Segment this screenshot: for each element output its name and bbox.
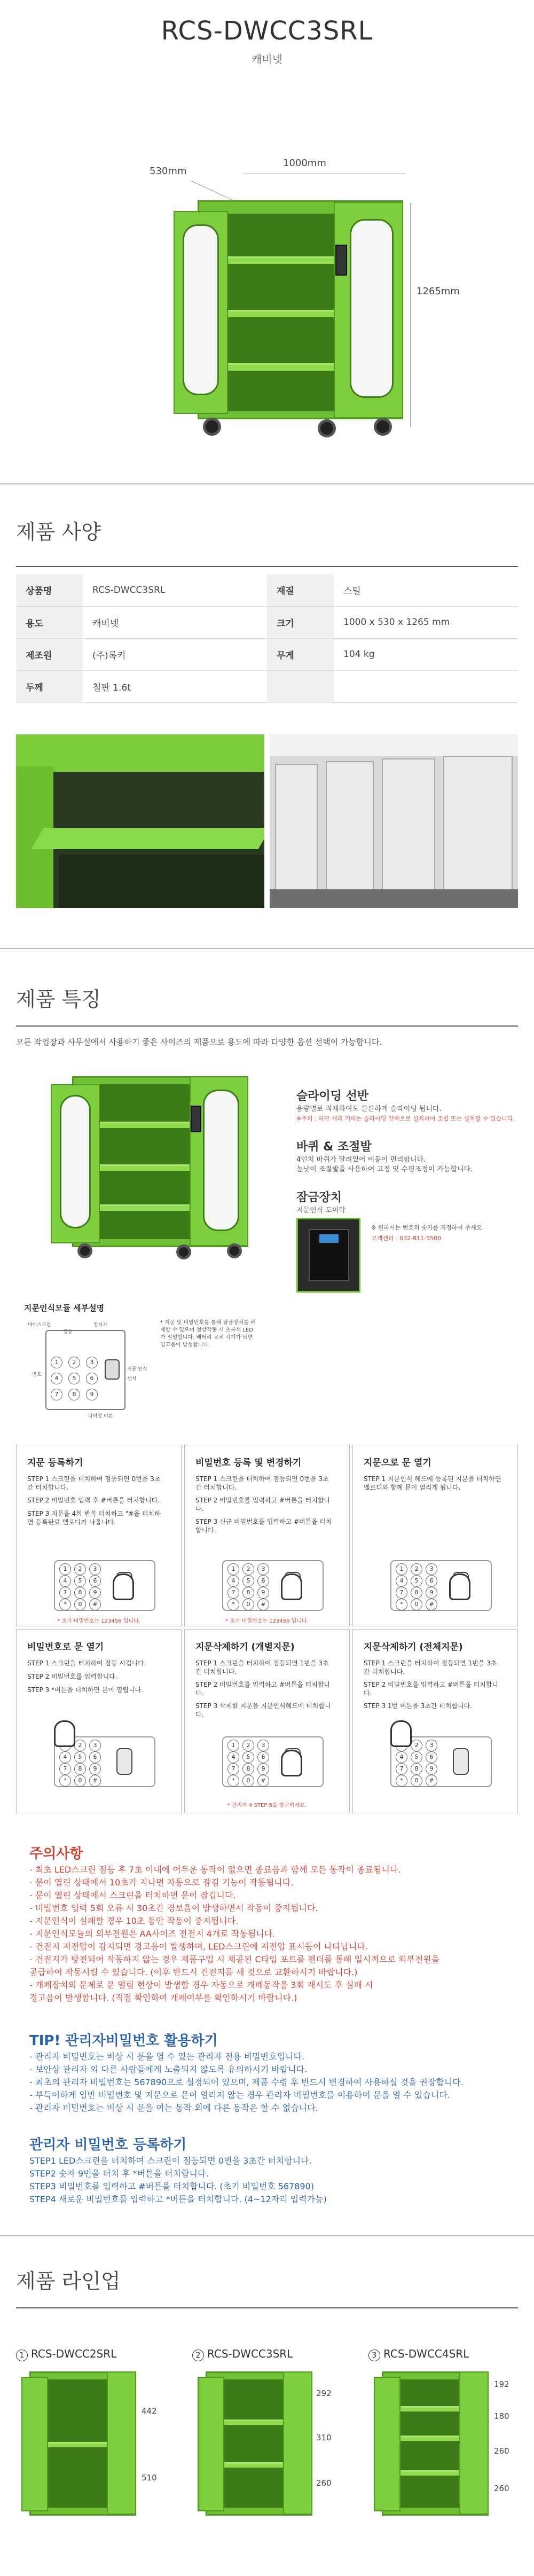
- feature-slide-warning: ※주의 : 하단 캐리 커버는 슬라이딩 안쪽으로 설치하여 조립 또는 설치할 수 있습니다.: [296, 1115, 515, 1122]
- keypad-key[interactable]: *: [227, 1599, 239, 1610]
- notice-title: 주의사항: [29, 1846, 83, 1862]
- keypad-key[interactable]: 3: [426, 1740, 437, 1751]
- keypad-key[interactable]: #: [89, 1599, 101, 1610]
- tip-title: TIP! 관리자비밀번호 활용하기: [29, 2033, 218, 2049]
- keypad-key[interactable]: 6: [89, 1575, 101, 1587]
- keypad-key[interactable]: #: [89, 1775, 101, 1787]
- spec-table: [16, 574, 518, 703]
- tip-line: - 관리자 비밀번호는 비상 시 문을 여는 동작 외에 다른 동작은 할 수 없습니다.: [29, 2103, 318, 2113]
- keypad-key[interactable]: 0: [74, 1599, 86, 1610]
- keypad-key[interactable]: #: [257, 1599, 269, 1610]
- keypad-key[interactable]: 9: [89, 1763, 101, 1775]
- keypad-key[interactable]: 8: [242, 1763, 254, 1775]
- table-row: 제조원 (주)록키 무게 104 kg: [16, 638, 518, 670]
- guide-open-fingerprint: 지문으로 문 열기 STEP 1 지문인식 헤드에 등록된 지문을 터치하면 멜로디와 함께 문이 열리게 됩니다. 1 2 3 4 5 6 7 8 9 * 0 #: [352, 1445, 518, 1626]
- fp-label-number: 번호: [32, 1372, 42, 1377]
- keypad-key[interactable]: 0: [411, 1775, 422, 1787]
- lineup-item-3: 3 RCS-DWCC4SRL: [368, 2347, 469, 2361]
- keypad-key[interactable]: 6: [257, 1751, 269, 1763]
- fp-label-time: 일시자: [93, 1322, 108, 1328]
- table-row: 용도 캐비넷 크기 1000 x 530 x 1265 mm: [16, 606, 518, 638]
- guide-delete-all: 지문삭제하기 (전체지문) STEP 1 스크린을 터치하여 점등되면 1번을 3초간 터치합니다. STEP 2 비밀번호를 입력하고 #버튼을 터치합니다. STEP 3 1번 버튼을 3초간 터치합니다. 2 3 4 5 6 7 8 9 * 0 #: [352, 1629, 518, 1813]
- keypad-key[interactable]: 1: [396, 1563, 407, 1575]
- keypad-key[interactable]: 8: [74, 1763, 86, 1775]
- fingerprint-lock-icon: [191, 1106, 201, 1132]
- keypad-key[interactable]: 2: [74, 1740, 86, 1751]
- keypad-key[interactable]: #: [257, 1775, 269, 1787]
- wheel-icon: [176, 1244, 191, 1259]
- keypad-key[interactable]: 3: [89, 1563, 101, 1575]
- keypad-key[interactable]: 3: [426, 1563, 437, 1575]
- keypad-key[interactable]: *: [227, 1775, 239, 1787]
- keypad-key[interactable]: *: [59, 1599, 71, 1610]
- divider: [16, 1025, 518, 1027]
- table-row: 상품명 RCS-DWCC3SRL 재질 스틸: [16, 574, 518, 606]
- keypad-key[interactable]: *: [396, 1599, 407, 1610]
- keypad-key[interactable]: 4: [227, 1575, 239, 1587]
- tip-line: - 관리자 비밀번호는 비상 시 문을 열 수 있는 관리자 전용 비밀번호입니다.: [29, 2052, 305, 2062]
- dim-height-line: [410, 203, 411, 427]
- fingerprint-lock-icon: [335, 245, 347, 276]
- lineup-3-dim-3: 260: [494, 2446, 509, 2456]
- table-row: 두께 철판 1.6t: [16, 670, 518, 702]
- hand-icon: [281, 1573, 302, 1600]
- lineup-1-dim-bottom: 510: [142, 2473, 157, 2483]
- keypad-key[interactable]: 6: [426, 1751, 437, 1763]
- keypad-key[interactable]: 7: [59, 1587, 71, 1599]
- keypad-key[interactable]: 1: [59, 1563, 71, 1575]
- notice-line: - 지문인식이 실패할 경우 10초 동안 작동이 중지됩니다.: [29, 1916, 239, 1926]
- feature-lock-title: 잠금장치: [296, 1191, 342, 1204]
- wheel-icon: [374, 418, 392, 436]
- lineup-item-1: 1 RCS-DWCC2SRL: [16, 2347, 116, 2361]
- keypad-key[interactable]: 5: [242, 1751, 254, 1763]
- wheel-icon: [227, 1243, 242, 1258]
- table-top-rule: [16, 566, 518, 567]
- admin-line: STEP2 숫자 9번을 터치 후 *버튼을 터치합니다.: [29, 2168, 209, 2179]
- fp-label-sensor: 지문 인식 센서: [127, 1367, 147, 1382]
- feature-wheel-text-2: 높낮이 조절발을 사용하여 고정 및 수평조정이 가능합니다.: [296, 1165, 473, 1173]
- admin-line: STEP4 새로운 비밀번호를 입력하고 *버튼을 터치합니다. (4~12자리 입력가능): [29, 2194, 327, 2204]
- keypad-key[interactable]: 2: [411, 1740, 422, 1751]
- keypad-key[interactable]: 7: [59, 1763, 71, 1775]
- keypad-key[interactable]: 2: [74, 1563, 86, 1575]
- notice-line: - 건전지 저전압이 감지되면 경고음이 발생하며, LED스크린에 저전압 표시등이 나타납니다.: [29, 1941, 368, 1952]
- keypad-key[interactable]: 7: [396, 1587, 407, 1599]
- wheel-icon: [318, 419, 336, 437]
- keypad-key[interactable]: 1: [227, 1563, 239, 1575]
- keypad-key[interactable]: 8: [74, 1587, 86, 1599]
- notice-line: - 건전지가 방전되어 작동하지 않는 경우 제품구입 시 제공된 C타입 포트를 젠더를 통해 일시적으로 외부전원을: [29, 1954, 440, 1964]
- keypad-key[interactable]: 2: [242, 1740, 254, 1751]
- keypad-key[interactable]: 4: [59, 1751, 71, 1763]
- keypad-key[interactable]: *: [59, 1775, 71, 1787]
- keypad-key[interactable]: 2: [242, 1563, 254, 1575]
- section-title-lineup: 제품 라인업: [16, 2269, 121, 2293]
- shelf-closeup-photo: [16, 734, 264, 908]
- hand-icon: [390, 1720, 412, 1747]
- feature-wheel-title: 바퀴 & 조절발: [296, 1140, 372, 1154]
- tip-line: - 부득이하게 일반 비밀번호 및 지문으로 문이 열리지 않는 경우 관리자 비밀번호를 이용하여 문을 열 수 있습니다.: [29, 2090, 450, 2100]
- fp-module-note: * 지문 및 비밀번호를 통해 잠금장치를 해제할 수 있으며 정상작동 시 초록색 LED가 점멸합니다. 배터리 교체 시기가 되면 경고음이 발생합니다.: [160, 1320, 256, 1348]
- feature-slide-text: 용량별로 적재하여도 튼튼하게 슬라이딩 됩니다.: [296, 1105, 442, 1113]
- notice-line: - 문이 열린 상태에서 스크린을 터치하면 문이 잠깁니다.: [29, 1890, 236, 1900]
- page: RCS-DWCC3SRL 캐비넷 530mm 1000mm 1265mm 제품 사양 상품명 RCS-DWCC3SRL 재질 스틸 용도 캐비넷 크기 1000 x 530 x 1265 mm 제조원 (주)록키 무게 104 kg 두께 철판 1.6t 제품 특징 모든 작업장과 사무실에서 사용하기 좋은 사이즈의 제품으로 용도에 따라 다양한 옵션 선택이 가능합니다. 슬라이딩 선반 용량별로 적재하여도 튼튼하게 슬라이딩 됩니다. ※주의 : 하단 캐리 커버는 슬라이딩 안쪽으로 설치하여 조립 또는 설치할 수 있습니다. 바퀴 & 조절발 4인치 바퀴가 달려있어 이동이 편리합니다. 높낮이 조절발을 사용하여 고정 및 수평조정이 가능합니다. 잠금장치 지문인식 도어락 ※ 원하시는 번호의 숫자를 지정하여 주세요 고객센터 : 032-811-5500 지문인식모듈 세부설명 1 2 3 4 5 6 7 8 9 마이스크린 점등 일시자 번호 지문 인식 센서 다이얼 버튼 * 지문 및 비밀번호를 통해 잠금장치를 해제할 수 있으며 정상작동 시 초록색 LED가 점멸합니다. 배터리 교체 시기가 되면 경고음이 발생합니다. 지문 등록하기 STEP 1 스크린을 터치하여 점등되면 0번을 3초간 터치합니다. STEP 2 비밀번호 입력 후 #버튼을 터치합니다. STEP 3 지문을 4회 반복 터치하고 "#을 터치하면 등록완료 멜로디가 나옵니다. 1 2 3 4 5 6 7 8 9 * 0 # * 초기 비밀번호는 123456 입니다. 비밀번호 등록 및 변경하기 STEP 1 스크린을 터치하여 점등되면 0번을 3초간 터치합니다. STEP 2 비밀번호를 입력하고 #버튼을 터치합니다. STEP 3 신규 비밀번호를 입력하고 #버튼을 터치합니다. 1 2 3 4 5 6 7 8 9 * 0 # * 초기 비밀번호는 123456 입니다. 지문으로 문 열기 STEP 1 지문인식 헤드에 등록된 지문을 터치하면 멜로디와 함께 문이 열리게 됩니다. 1 2 3 4 5 6 7 8 9 * 0 # 비밀번호로 문 열기 STEP 1 스크린을 터치하여 점등 시킵니다. STEP 2 비밀번호를 입력합니다. STEP 3 *버튼을 터치하면 문이 열립니다. 2 3 4 5 6 7 8 9 * 0 # 지문삭제하기 (개별지문) STEP 1 스크린을 터치하여 점등되면 1번을 3초간 터치합니다. STEP 2 비밀번호를 입력하고 #버튼을 터치합니다. STEP 3 삭제할 지문을 지문인식헤드에 터치합니다. 1 2 3 4 5 6 7 8 9 * 0 # * 관리자 4 STEP 5를 참고하세요. 지문삭제하기 (전체지문) STEP 1 스크린을 터치하여 점등되면 1번을 3초간 터치합니다. STEP 2 비밀번호를 입력하고 #버튼을 터치합니다. STEP 3 1번 버튼을 3초간 터치합니다. 2 3 4 5 6 7 8 9 * 0 # 주의사항 - 최초 LED스크린 점등 후 7초 이내에 어두운 동작이 없으면 종료음과 함께 모든 동작이 종료됩니다. - 문이 열린 상태에서 10초가 지나면 자동으로 잠김 기능이 작동됩니다. - 문이 열린 상태에서 스크린을 터치하면 문이 잠깁니다. - 비밀번호 입력 5회 오류 시 30초간 경보음이 발생하면서 작동이 중지됩니다. - 지문인식이 실패할 경우 10초 동안 작동이 중지됩니다. - 지문인식모듈의 외부전원은 AA사이즈 전전지 4개로 작동됩니다. - 건전지 저전압이 감지되면 경고음이 발생하며, LED스크린에 저전압 표시등이 나타납니다. - 건전지가 방전되어 작동하지 않는 경우 제품구입 시 제공된 C타입 포트를 젠더를 통해 일시적으로 외부전원을 공급하여 작동시킬 수 있습니다. (이후 반드시 건전지를 새 것으로 교환하시기 바랍니다.) - 개폐장치의 문제로 문 열림 현상이 발생할 경우 자동으로 개폐동작을 3회 재시도 후 실패 시 경고음이 발생합니다. (직접 확인하여 개폐여부를 확인하시기 바랍니다.) TIP! 관리자비밀번호 활용하기 - 관리자 비밀번호는 비상 시 문을 열 수 있는 관리자 전용 비밀번호입니다. - 보안상 관리자 외 다른 사람들에게 노출되지 않도록 유의하시기 바랍니다. - 최초의 관리자 비밀번호는 567890으로 설정되어 있으며, 제품 수령 후 반드시 변경하여 사용하실 것을 권장합니다. - 부득이하게 일반 비밀번호 및 지문으로 문이 열리지 않는 경우 관리자 비밀번호를 이용하여 문을 열 수 있습니다. - 관리자 비밀번호는 비상 시 문을 여는 동작 외에 다른 동작은 할 수 없습니다. 관리자 비밀번호 등록하기 STEP1 LED스크린을 터치하여 스크린이 점등되면 0번을 3초간 터치합니다. STEP2 숫자 9번을 터치 후 *버튼을 터치합니다. STEP3 비밀번호를 입력하고 #버튼을 터치합니다. (초기 비밀번호 567890) STEP4 새로운 비밀번호를 입력하고 *버튼을 터치합니다. (4~12자리 입력가능) 제품 라인업 1 RCS-DWCC2SRL 442 510 2 RCS-DWCC3SRL 292 310 260 3 RCS-DWCC4SRL 192 180 260 260: [0, 0, 534, 2576]
- keypad-key[interactable]: 4: [396, 1751, 407, 1763]
- admin-title: 관리자 비밀번호 등록하기: [29, 2137, 187, 2153]
- lock-service-contact: 고객센터 : 032-811-5500: [371, 1235, 442, 1242]
- lineup-item-2: 2 RCS-DWCC3SRL: [192, 2347, 293, 2361]
- notice-line: - 문이 열린 상태에서 10초가 지나면 자동으로 잠김 기능이 작동됩니다.: [29, 1877, 294, 1888]
- keypad-key[interactable]: *: [396, 1775, 407, 1787]
- fingerprint-sensor-icon[interactable]: [453, 1748, 469, 1775]
- dim-depth: 530mm: [150, 166, 187, 177]
- keypad-key[interactable]: 8: [411, 1763, 422, 1775]
- keypad-key[interactable]: 0: [242, 1775, 254, 1787]
- hand-icon: [281, 1750, 302, 1776]
- dim-width: 1000mm: [283, 158, 326, 169]
- keypad-key[interactable]: 7: [396, 1763, 407, 1775]
- keypad-key[interactable]: 5: [242, 1575, 254, 1587]
- feature-slide-title: 슬라이딩 선반: [296, 1090, 369, 1103]
- keypad-key[interactable]: 7: [227, 1763, 239, 1775]
- keypad-key[interactable]: 9: [89, 1587, 101, 1599]
- keypad-key[interactable]: 4: [227, 1751, 239, 1763]
- keypad-key[interactable]: 3: [257, 1740, 269, 1751]
- guide-password-register: 비밀번호 등록 및 변경하기 STEP 1 스크린을 터치하여 점등되면 0번을 3초간 터치합니다. STEP 2 비밀번호를 입력하고 #버튼을 터치합니다. STEP 3 신규 비밀번호를 입력하고 #버튼을 터치합니다. 1 2 3 4 5 6 7 8 9 * 0 # * 초기 비밀번호는 123456 입니다.: [184, 1445, 350, 1626]
- feature-wheel-text-1: 4인치 바퀴가 달려있어 이동이 편리합니다.: [296, 1156, 426, 1164]
- hand-icon: [54, 1720, 75, 1747]
- fp-module-title: 지문인식모듈 세부설명: [24, 1303, 105, 1313]
- divider: [0, 948, 534, 949]
- divider: [0, 483, 534, 484]
- lineup-2-dim-3: 260: [316, 2478, 332, 2488]
- keypad-key[interactable]: 9: [426, 1587, 437, 1599]
- notice-line: 경고음이 발생합니다. (직접 확인하여 개폐여부를 확인하시기 바랍니다.): [29, 1993, 297, 2003]
- lock-photo: [296, 1218, 360, 1293]
- keypad-key[interactable]: 9: [426, 1763, 437, 1775]
- keypad-key[interactable]: 8: [242, 1587, 254, 1599]
- feature-lock-text: 지문인식 도어락: [296, 1207, 346, 1215]
- fingerprint-sensor-icon[interactable]: [116, 1748, 132, 1775]
- keypad-key[interactable]: 6: [426, 1575, 437, 1587]
- divider: [0, 2235, 534, 2236]
- keypad-key[interactable]: 8: [411, 1587, 422, 1599]
- hand-icon: [449, 1573, 470, 1600]
- keypad-key[interactable]: 3: [257, 1563, 269, 1575]
- keypad-key[interactable]: 7: [227, 1587, 239, 1599]
- section-title-features: 제품 특징: [16, 988, 101, 1011]
- admin-line: STEP3 비밀번호를 입력하고 #버튼을 터치합니다. (초기 비밀번호 567890): [29, 2181, 315, 2191]
- keypad-key[interactable]: 5: [74, 1751, 86, 1763]
- section-title-spec: 제품 사양: [16, 520, 101, 544]
- wheel-icon: [203, 418, 221, 436]
- divider: [16, 2307, 518, 2308]
- keypad-key[interactable]: 0: [242, 1599, 254, 1610]
- fp-label-light: 점등: [63, 1329, 73, 1335]
- model-category: 캐비넷: [252, 53, 282, 66]
- model-title: RCS-DWCC3SRL: [161, 16, 373, 46]
- keypad-key[interactable]: 0: [74, 1775, 86, 1787]
- guide-register-fingerprint: 지문 등록하기 STEP 1 스크린을 터치하여 점등되면 0번을 3초간 터치합니다. STEP 2 비밀번호 입력 후 #버튼을 터치합니다. STEP 3 지문을 4회 반복 터치하고 "#을 터치하면 등록완료 멜로디가 나옵니다. 1 2 3 4 5 6 7 8 9 * 0 # * 초기 비밀번호는 123456 입니다.: [16, 1445, 182, 1626]
- keypad-key[interactable]: 4: [396, 1575, 407, 1587]
- lineup-3-dim-2: 180: [494, 2411, 509, 2421]
- hand-icon: [113, 1573, 134, 1600]
- keypad-key[interactable]: 6: [257, 1575, 269, 1587]
- notice-line: - 최초 LED스크린 점등 후 7초 이내에 어두운 동작이 없으면 종료음과 함께 모든 동작이 종료됩니다.: [29, 1865, 401, 1875]
- keypad-key[interactable]: 9: [257, 1763, 269, 1775]
- wheel-icon: [77, 1243, 92, 1258]
- lock-side-note: ※ 원하시는 번호의 숫자를 지정하여 주세요: [371, 1224, 482, 1231]
- lineup-3-dim-4: 260: [494, 2484, 509, 2493]
- keypad-key[interactable]: 2: [411, 1563, 422, 1575]
- tip-line: - 보안상 관리자 외 다른 사람들에게 노출되지 않도록 유의하시기 바랍니다.: [29, 2064, 308, 2074]
- keypad-key[interactable]: 1: [227, 1740, 239, 1751]
- lineup-1-dim-top: 442: [142, 2406, 157, 2416]
- tip-line: - 최초의 관리자 비밀번호는 567890으로 설정되어 있으며, 제품 수령 후 반드시 변경하여 사용하실 것을 권장합니다.: [29, 2077, 464, 2087]
- guide-open-password: 비밀번호로 문 열기 STEP 1 스크린을 터치하여 점등 시킵니다. STEP 2 비밀번호를 입력합니다. STEP 3 *버튼을 터치하면 문이 열립니다. 2 3 4 5 6 7 8 9 * 0 #: [16, 1629, 182, 1813]
- keypad-key[interactable]: #: [426, 1775, 437, 1787]
- keypad-key[interactable]: 3: [89, 1740, 101, 1751]
- lineup-2-dim-2: 310: [316, 2433, 332, 2442]
- notice-line: - 지문인식모듈의 외부전원은 AA사이즈 전전지 4개로 작동됩니다.: [29, 1929, 276, 1939]
- keypad-key[interactable]: 5: [411, 1575, 422, 1587]
- keypad-key[interactable]: 5: [411, 1751, 422, 1763]
- installed-row-photo: [270, 734, 518, 908]
- dim-height: 1265mm: [417, 286, 460, 297]
- admin-line: STEP1 LED스크린을 터치하여 스크린이 점등되면 0번을 3초간 터치합니다.: [29, 2156, 312, 2166]
- keypad-key[interactable]: 9: [257, 1587, 269, 1599]
- guide-delete-individual: 지문삭제하기 (개별지문) STEP 1 스크린을 터치하여 점등되면 1번을 3초간 터치합니다. STEP 2 비밀번호를 입력하고 #버튼을 터치합니다. STEP 3 삭제할 지문을 지문인식헤드에 터치합니다. 1 2 3 4 5 6 7 8 9 * 0 # * 관리자 4 STEP 5를 참고하세요.: [184, 1629, 350, 1813]
- notice-line: - 비밀번호 입력 5회 오류 시 30초간 경보음이 발생하면서 작동이 중지됩니다.: [29, 1903, 318, 1913]
- lineup-3-dim-1: 192: [494, 2379, 509, 2389]
- keypad-key[interactable]: #: [426, 1599, 437, 1610]
- fp-label-dial: 다이얼 버튼: [88, 1414, 113, 1419]
- lineup-2-dim-1: 292: [316, 2389, 332, 2398]
- keypad-key[interactable]: 6: [89, 1751, 101, 1763]
- keypad-key[interactable]: 5: [74, 1575, 86, 1587]
- fp-label-screen: 마이스크린: [28, 1322, 51, 1328]
- keypad-key[interactable]: 0: [411, 1599, 422, 1610]
- notice-line: - 개폐장치의 문제로 문 열림 현상이 발생할 경우 자동으로 개폐동작을 3회 재시도 후 실패 시: [29, 1980, 373, 1990]
- keypad-key[interactable]: 4: [59, 1575, 71, 1587]
- notice-line: 공급하여 작동시킬 수 있습니다. (이후 반드시 건전지를 새 것으로 교환하시기 바랍니다.): [29, 1967, 358, 1977]
- features-intro: 모든 작업장과 사무실에서 사용하기 좋은 사이즈의 제품으로 용도에 따라 다양한 옵션 선택이 가능합니다.: [16, 1037, 382, 1047]
